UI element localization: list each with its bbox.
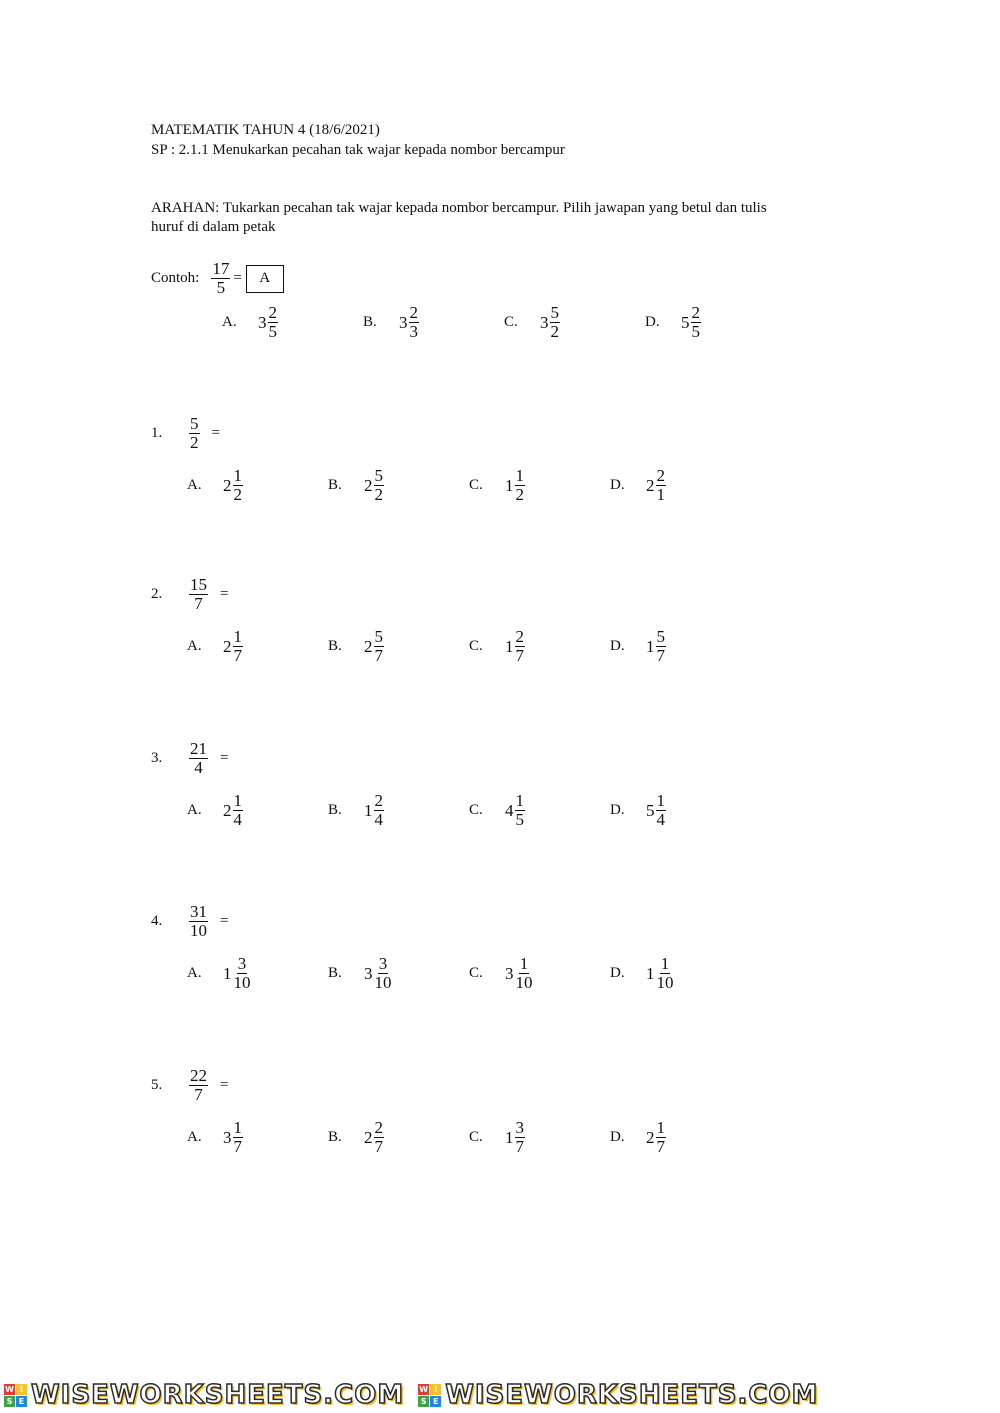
option-letter: B. xyxy=(328,802,342,818)
question-3 xyxy=(151,741,228,776)
option-fraction xyxy=(515,1120,526,1155)
example-options xyxy=(222,305,786,340)
option-letter: B. xyxy=(328,1129,342,1145)
fraction-numerator: 5 xyxy=(374,627,383,646)
option-fraction xyxy=(515,956,534,991)
fraction-denominator: 2 xyxy=(374,485,383,504)
option-letter: C. xyxy=(469,965,483,981)
option-fraction xyxy=(515,468,526,503)
fraction-numerator: 3 xyxy=(378,954,388,973)
example-option-d[interactable] xyxy=(645,305,786,340)
option-fraction xyxy=(374,1120,385,1155)
option-letter: D. xyxy=(645,314,660,330)
option-letter: A. xyxy=(187,477,202,493)
option-fraction xyxy=(656,1120,667,1155)
logo-letter-s: S xyxy=(418,1396,429,1407)
question-5 xyxy=(151,1068,228,1103)
learning-standard: SP : 2.1.1 Menukarkan pecahan tak wajar kepada nombor bercampur xyxy=(151,142,565,158)
option-letter: B. xyxy=(328,965,342,981)
question-2 xyxy=(151,577,228,612)
option-letter: B. xyxy=(363,314,377,330)
option-fraction xyxy=(374,629,385,664)
option-whole: 3 xyxy=(223,1127,232,1147)
example-option-c[interactable] xyxy=(504,305,645,340)
fraction-denominator: 7 xyxy=(233,646,242,665)
question-2-option-a[interactable] xyxy=(187,629,328,664)
question-4-option-a[interactable] xyxy=(187,956,328,991)
question-5-option-d[interactable] xyxy=(610,1120,751,1155)
option-fraction xyxy=(656,793,667,828)
logo-letter-e: E xyxy=(430,1396,441,1407)
fraction-denominator: 10 xyxy=(233,973,251,992)
option-fraction xyxy=(233,1120,244,1155)
fraction-denominator: 5 xyxy=(216,278,226,297)
option-letter: D. xyxy=(610,802,625,818)
question-number: 3. xyxy=(151,750,163,766)
fraction-numerator: 17 xyxy=(212,259,230,278)
fraction-numerator: 21 xyxy=(190,739,207,758)
fraction-denominator: 4 xyxy=(374,810,383,829)
fraction-denominator: 7 xyxy=(515,646,524,665)
fraction-numerator: 1 xyxy=(233,1118,242,1137)
wiseworksheets-logo-icon xyxy=(4,1384,27,1407)
option-whole: 2 xyxy=(364,1127,373,1147)
option-fraction xyxy=(374,468,385,503)
question-number: 5. xyxy=(151,1077,163,1093)
option-fraction xyxy=(374,956,393,991)
fraction-numerator: 1 xyxy=(656,791,665,810)
fraction-denominator: 2 xyxy=(233,485,242,504)
fraction-numerator: 1 xyxy=(519,954,529,973)
option-whole: 2 xyxy=(223,475,232,495)
question-4-option-c[interactable] xyxy=(469,956,610,991)
watermark-text: WISEWORKSHEETS.COM xyxy=(445,1380,819,1410)
fraction-denominator: 7 xyxy=(194,1085,203,1104)
question-3-option-a[interactable] xyxy=(187,793,328,828)
option-letter: A. xyxy=(187,802,202,818)
logo-letter-w: W xyxy=(5,1384,14,1394)
question-5-option-c[interactable] xyxy=(469,1120,610,1155)
equals-sign: = xyxy=(220,750,229,766)
fraction-numerator: 1 xyxy=(233,791,242,810)
example-label: Contoh: xyxy=(151,270,200,286)
fraction-denominator: 3 xyxy=(409,322,418,341)
question-5-option-a[interactable] xyxy=(187,1120,328,1155)
instruction-line-1: ARAHAN: Tukarkan pecahan tak wajar kepada nombor bercampur. Pilih jawapan yang betul dan tulis xyxy=(151,200,767,216)
logo-letter-i: I xyxy=(16,1384,27,1395)
option-whole: 3 xyxy=(540,312,549,332)
fraction-numerator: 2 xyxy=(656,466,665,485)
question-5-options xyxy=(187,1120,751,1155)
equals-sign: = xyxy=(220,586,229,602)
question-number: 2. xyxy=(151,586,163,602)
option-whole: 1 xyxy=(646,636,655,656)
worksheet-title: MATEMATIK TAHUN 4 (18/6/2021) xyxy=(151,122,380,138)
wiseworksheets-logo-icon xyxy=(418,1384,441,1407)
option-whole: 4 xyxy=(505,800,514,820)
question-4-option-d[interactable] xyxy=(610,956,751,991)
option-letter: C. xyxy=(504,314,518,330)
option-fraction xyxy=(233,629,244,664)
fraction-denominator: 5 xyxy=(515,810,524,829)
example-fraction xyxy=(211,261,230,296)
fraction-denominator: 5 xyxy=(691,322,700,341)
option-fraction xyxy=(233,956,252,991)
question-2-options xyxy=(187,629,751,664)
fraction-denominator: 2 xyxy=(515,485,524,504)
fraction-denominator: 7 xyxy=(374,1137,383,1156)
watermark-group xyxy=(414,1380,818,1410)
question-fraction xyxy=(189,577,208,612)
option-fraction xyxy=(374,793,385,828)
question-fraction xyxy=(189,741,208,776)
fraction-numerator: 3 xyxy=(515,1118,524,1137)
option-whole: 2 xyxy=(364,475,373,495)
option-letter: C. xyxy=(469,1129,483,1145)
fraction-denominator: 7 xyxy=(374,646,383,665)
fraction-denominator: 4 xyxy=(194,758,203,777)
logo-letter-i: I xyxy=(430,1384,441,1395)
option-fraction xyxy=(515,629,526,664)
logo-letter-s: S xyxy=(4,1396,15,1407)
footer-watermark xyxy=(0,1380,1000,1410)
question-4-options xyxy=(187,956,751,991)
question-1-options xyxy=(187,468,751,503)
question-2-option-c[interactable] xyxy=(469,629,610,664)
example-answer-box[interactable] xyxy=(246,265,284,293)
question-2-option-d[interactable] xyxy=(610,629,751,664)
fraction-numerator: 1 xyxy=(656,1118,665,1137)
question-fraction xyxy=(189,1068,208,1103)
option-letter: C. xyxy=(469,477,483,493)
option-whole: 5 xyxy=(681,312,690,332)
fraction-denominator: 10 xyxy=(190,921,207,940)
fraction-numerator: 2 xyxy=(268,303,277,322)
fraction-numerator: 2 xyxy=(374,791,383,810)
equals-sign: = xyxy=(220,913,229,929)
fraction-numerator: 1 xyxy=(515,466,524,485)
fraction-denominator: 10 xyxy=(656,973,674,992)
fraction-numerator: 2 xyxy=(691,303,700,322)
fraction-numerator: 5 xyxy=(190,414,199,433)
option-letter: C. xyxy=(469,638,483,654)
watermark-group xyxy=(0,1380,404,1410)
question-fraction xyxy=(189,904,208,939)
option-whole: 1 xyxy=(646,963,655,983)
question-fraction xyxy=(189,416,200,451)
option-whole: 2 xyxy=(223,800,232,820)
fraction-denominator: 4 xyxy=(233,810,242,829)
fraction-numerator: 31 xyxy=(190,902,207,921)
option-whole: 1 xyxy=(505,1127,514,1147)
option-letter: A. xyxy=(187,965,202,981)
option-whole: 1 xyxy=(505,475,514,495)
option-whole: 2 xyxy=(223,636,232,656)
fraction-denominator: 2 xyxy=(550,322,559,341)
option-letter: C. xyxy=(469,802,483,818)
question-1-option-b[interactable] xyxy=(328,468,469,503)
instruction-line-2: huruf di dalam petak xyxy=(151,219,276,235)
question-2-option-b[interactable] xyxy=(328,629,469,664)
option-letter: B. xyxy=(328,477,342,493)
question-3-options xyxy=(187,793,751,828)
option-letter: A. xyxy=(187,1129,202,1145)
equals-sign: = xyxy=(220,1077,229,1093)
fraction-numerator: 5 xyxy=(374,466,383,485)
fraction-denominator: 10 xyxy=(515,973,533,992)
fraction-numerator: 5 xyxy=(656,627,665,646)
option-whole: 1 xyxy=(364,800,373,820)
equals-sign: = xyxy=(211,425,220,441)
option-letter: D. xyxy=(610,477,625,493)
fraction-denominator: 5 xyxy=(268,322,277,341)
option-whole: 1 xyxy=(505,636,514,656)
fraction-denominator: 7 xyxy=(656,646,665,665)
option-whole: 3 xyxy=(505,963,514,983)
example-option-a[interactable] xyxy=(222,305,363,340)
option-fraction xyxy=(268,305,279,340)
question-5-option-b[interactable] xyxy=(328,1120,469,1155)
question-3-option-c[interactable] xyxy=(469,793,610,828)
logo-letter-w: W xyxy=(419,1384,429,1394)
option-whole: 1 xyxy=(223,963,232,983)
watermark-text: WISEWORKSHEETS.COM xyxy=(31,1380,405,1410)
example-option-b[interactable] xyxy=(363,305,504,340)
fraction-numerator: 22 xyxy=(190,1066,207,1085)
fraction-numerator: 1 xyxy=(233,466,242,485)
fraction-denominator: 10 xyxy=(374,973,392,992)
option-fraction xyxy=(656,956,675,991)
option-letter: A. xyxy=(222,314,237,330)
option-whole: 3 xyxy=(364,963,373,983)
option-whole: 2 xyxy=(364,636,373,656)
question-4-option-b[interactable] xyxy=(328,956,469,991)
fraction-denominator: 7 xyxy=(194,594,203,613)
option-letter: B. xyxy=(328,638,342,654)
question-number: 1. xyxy=(151,425,163,441)
question-1-option-c[interactable] xyxy=(469,468,610,503)
option-whole: 3 xyxy=(399,312,408,332)
question-1-option-d[interactable] xyxy=(610,468,751,503)
option-letter: D. xyxy=(610,1129,625,1145)
option-fraction xyxy=(656,468,667,503)
question-3-option-d[interactable] xyxy=(610,793,751,828)
example-answer: A xyxy=(259,270,271,286)
option-fraction xyxy=(233,468,244,503)
question-3-option-b[interactable] xyxy=(328,793,469,828)
fraction-numerator: 3 xyxy=(237,954,247,973)
question-1 xyxy=(151,416,220,451)
fraction-numerator: 2 xyxy=(374,1118,383,1137)
fraction-numerator: 2 xyxy=(409,303,418,322)
fraction-numerator: 5 xyxy=(550,303,559,322)
option-fraction xyxy=(691,305,702,340)
option-fraction xyxy=(656,629,667,664)
fraction-denominator: 2 xyxy=(190,433,199,452)
option-whole: 3 xyxy=(258,312,267,332)
example-question xyxy=(151,261,284,296)
option-letter: D. xyxy=(610,638,625,654)
option-fraction xyxy=(550,305,561,340)
option-letter: A. xyxy=(187,638,202,654)
fraction-denominator: 7 xyxy=(515,1137,524,1156)
question-number: 4. xyxy=(151,913,163,929)
equals-sign: = xyxy=(233,270,242,286)
question-1-option-a[interactable] xyxy=(187,468,328,503)
question-4 xyxy=(151,904,228,939)
option-whole: 2 xyxy=(646,1127,655,1147)
fraction-numerator: 1 xyxy=(515,791,524,810)
fraction-denominator: 7 xyxy=(233,1137,242,1156)
fraction-denominator: 1 xyxy=(656,485,665,504)
fraction-denominator: 7 xyxy=(656,1137,665,1156)
option-whole: 2 xyxy=(646,475,655,495)
fraction-numerator: 1 xyxy=(233,627,242,646)
fraction-denominator: 4 xyxy=(656,810,665,829)
option-fraction xyxy=(515,793,526,828)
fraction-numerator: 15 xyxy=(190,575,207,594)
logo-letter-e: E xyxy=(16,1396,27,1407)
option-fraction xyxy=(409,305,420,340)
fraction-numerator: 2 xyxy=(515,627,524,646)
option-whole: 5 xyxy=(646,800,655,820)
fraction-numerator: 1 xyxy=(660,954,670,973)
option-fraction xyxy=(233,793,244,828)
option-letter: D. xyxy=(610,965,625,981)
